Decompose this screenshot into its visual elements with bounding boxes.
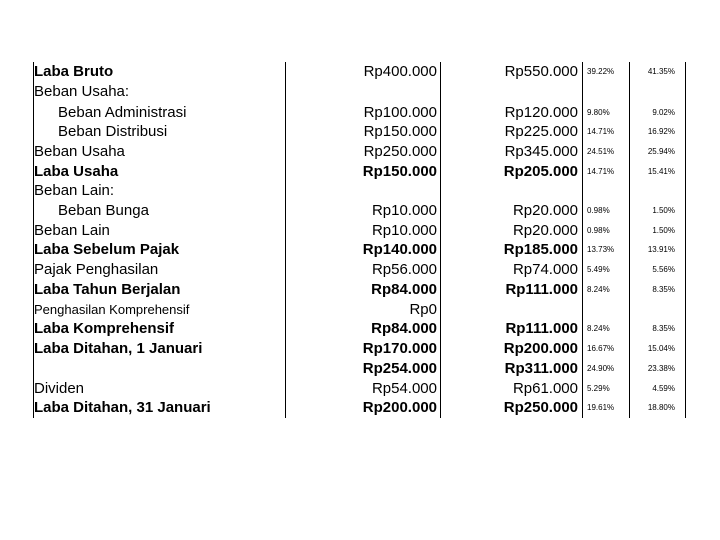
- percent-col-1: 0.98%: [587, 226, 610, 235]
- value-col-2: Rp20.000: [512, 222, 578, 239]
- row-label: Laba Bruto: [34, 63, 114, 80]
- percent-col-2: 8.35%: [652, 324, 675, 333]
- table-row: [0, 122, 720, 142]
- value-col-1: Rp200.000: [362, 399, 437, 416]
- percent-col-2: 25.94%: [647, 147, 675, 156]
- value-col-2: Rp311.000: [504, 360, 578, 377]
- value-col-2: Rp185.000: [503, 241, 578, 258]
- row-label: Beban Usaha:: [34, 83, 130, 100]
- row-label: Dividen: [34, 380, 85, 397]
- table-row: [0, 62, 720, 82]
- value-col-2: Rp250.000: [503, 399, 578, 416]
- percent-col-2: 16.92%: [647, 127, 675, 136]
- value-col-1: Rp10.000: [371, 222, 437, 239]
- value-col-2: Rp120.000: [504, 104, 578, 121]
- percent-col-1: 24.90%: [587, 364, 615, 373]
- percent-col-1: 5.49%: [587, 265, 610, 274]
- table-row: [0, 82, 720, 102]
- table-row: [0, 162, 720, 182]
- percent-col-2: 1.50%: [652, 226, 675, 235]
- value-col-1: Rp150.000: [362, 163, 437, 180]
- value-col-1: Rp84.000: [371, 281, 437, 298]
- row-label: Laba Sebelum Pajak: [34, 241, 180, 258]
- percent-col-1: 5.29%: [587, 384, 610, 393]
- row-label: Laba Tahun Berjalan: [34, 281, 181, 298]
- value-col-1: Rp10.000: [371, 202, 437, 219]
- row-label: Laba Ditahan, 1 Januari: [34, 340, 203, 357]
- value-col-1: Rp250.000: [363, 143, 437, 160]
- table-row: [0, 221, 720, 241]
- percent-col-1: 16.67%: [587, 344, 615, 353]
- value-col-2: Rp61.000: [512, 380, 578, 397]
- table-row: [0, 280, 720, 300]
- percent-col-2: 41.35%: [647, 67, 675, 76]
- value-col-1: Rp140.000: [362, 241, 437, 258]
- percent-col-2: 15.41%: [647, 167, 675, 176]
- row-label: Penghasilan Komprehensif: [34, 302, 190, 317]
- percent-col-2: 15.04%: [647, 344, 675, 353]
- row-label: Pajak Penghasilan: [34, 261, 159, 278]
- percent-col-1: 14.71%: [587, 127, 615, 136]
- table-row: [0, 103, 720, 123]
- table-row: [0, 359, 720, 379]
- row-label: Beban Distribusi: [58, 123, 168, 140]
- percent-col-2: 1.50%: [652, 206, 675, 215]
- value-col-2: Rp20.000: [512, 202, 578, 219]
- table-row: [0, 379, 720, 399]
- row-label: Beban Bunga: [58, 202, 149, 219]
- table-row: [0, 240, 720, 260]
- row-label: Beban Lain: [34, 222, 110, 239]
- value-col-1: Rp100.000: [363, 104, 437, 121]
- value-col-2: Rp345.000: [504, 143, 578, 160]
- percent-col-1: 14.71%: [587, 167, 615, 176]
- value-col-2: Rp200.000: [503, 340, 578, 357]
- value-col-1: Rp0: [409, 301, 437, 318]
- percent-col-2: 8.35%: [652, 285, 675, 294]
- value-col-2: Rp550.000: [504, 63, 578, 80]
- percent-col-2: 9.02%: [652, 108, 675, 117]
- percent-col-1: 39.22%: [587, 67, 615, 76]
- value-col-1: Rp56.000: [371, 261, 437, 278]
- percent-col-2: 18.80%: [647, 403, 675, 412]
- row-label: Laba Komprehensif: [34, 320, 175, 337]
- table-row: [0, 300, 720, 320]
- row-label: Beban Lain:: [34, 182, 115, 199]
- percent-col-2: 4.59%: [652, 384, 675, 393]
- table-row: [0, 260, 720, 280]
- value-col-1: Rp170.000: [362, 340, 437, 357]
- table-row: [0, 339, 720, 359]
- table-row: [0, 398, 720, 418]
- row-label: Laba Ditahan, 31 Januari: [34, 399, 211, 416]
- value-col-1: Rp400.000: [363, 63, 437, 80]
- value-col-1: Rp84.000: [371, 320, 437, 337]
- percent-col-1: 13.73%: [587, 245, 615, 254]
- row-label: Beban Administrasi: [58, 104, 187, 121]
- row-label: Beban Usaha: [34, 143, 125, 160]
- row-label: Laba Usaha: [34, 163, 119, 180]
- percent-col-1: 8.24%: [587, 324, 610, 333]
- percent-col-2: 13.91%: [647, 245, 675, 254]
- value-col-2: Rp74.000: [512, 261, 578, 278]
- value-col-1: Rp254.000: [362, 360, 437, 377]
- percent-col-2: 5.56%: [652, 265, 675, 274]
- percent-col-1: 0.98%: [587, 206, 610, 215]
- table-row: [0, 142, 720, 162]
- percent-col-1: 8.24%: [587, 285, 610, 294]
- table-row: [0, 201, 720, 221]
- percent-col-1: 19.61%: [587, 403, 615, 412]
- value-col-2: Rp225.000: [504, 123, 578, 140]
- value-col-2: Rp111.000: [505, 320, 578, 337]
- value-col-2: Rp205.000: [503, 163, 578, 180]
- table-row: [0, 181, 720, 201]
- percent-col-2: 23.38%: [647, 364, 675, 373]
- value-col-1: Rp54.000: [371, 380, 437, 397]
- percent-col-1: 24.51%: [587, 147, 615, 156]
- table-row: [0, 319, 720, 339]
- percent-col-1: 9.80%: [587, 108, 610, 117]
- value-col-1: Rp150.000: [363, 123, 437, 140]
- value-col-2: Rp111.000: [505, 281, 578, 298]
